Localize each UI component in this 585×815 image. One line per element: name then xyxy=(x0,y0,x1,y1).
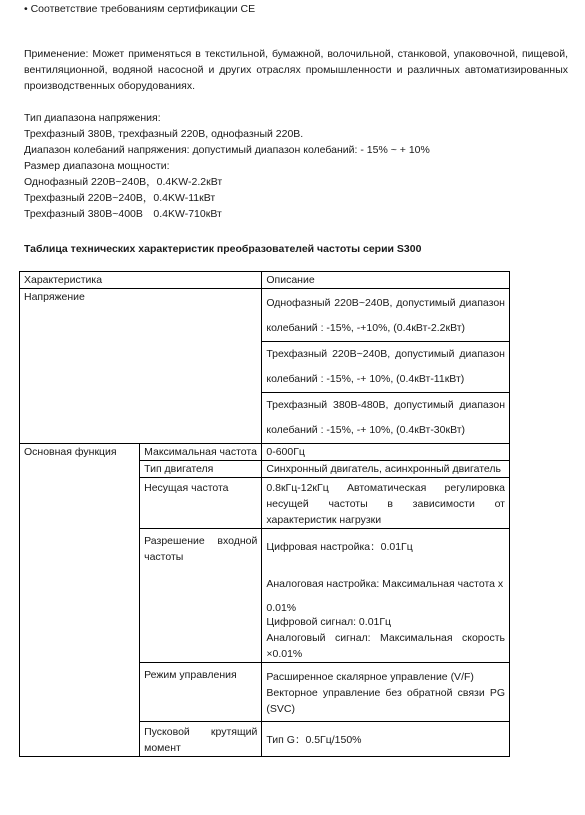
value-max-frequency: 0-600Гц xyxy=(262,444,510,461)
voltage-fluctuation: Диапазон колебаний напряжения: допустимый диапазон колебаний: - 15% ~ + 10% xyxy=(24,144,430,156)
table-row xyxy=(20,289,510,342)
value-motor-type: Синхронный двигатель, асинхронный двигатель xyxy=(262,461,510,478)
value-control-mode xyxy=(262,663,510,722)
resolution-analog-setting: Аналоговая настройка: Максимальная частота х 0.01% xyxy=(266,578,504,614)
voltage-single-phase-220: Однофазный 220В~240В, допустимый диапазон колебаний : -15%, -+10%, (0.4кВт-2.2кВт) xyxy=(262,289,510,342)
value-carrier-frequency: 0.8кГц-12кГц Автоматическая регулировка несущей частоты в зависимости от характеристик нагрузки xyxy=(262,478,510,529)
power-range-title: Размер диапазона мощности: xyxy=(24,160,170,172)
power-line-3: Трехфазный 380В~400В 0.4KW-710кВт xyxy=(24,208,222,220)
param-starting-torque: Пусковой крутящий момент xyxy=(140,722,262,757)
header-characteristic: Характеристика xyxy=(20,272,262,289)
resolution-digital-setting: Цифровая настройка：0.01Гц xyxy=(266,541,413,553)
control-mode-vf: Расширенное скалярное управление (V/F) xyxy=(266,671,474,683)
voltage-types: Трехфазный 380В, трехфазный 220В, однофазный 220В. xyxy=(24,128,304,140)
param-input-frequency-resolution: Разрешение входной частоты xyxy=(140,529,262,663)
application-paragraph: Применение: Может применяться в текстильной, бумажной, волочильной, станковой, упаковочной, пищевой, вентиляционной, водяной насосной и других отраслях промышленности и различных автоматизированных производственных оборудованиях. xyxy=(24,48,568,92)
param-max-frequency: Максимальная частота xyxy=(140,444,262,461)
table-header-row xyxy=(20,272,510,289)
param-control-mode: Режим управления xyxy=(140,663,262,722)
voltage-three-phase-220: Трехфазный 220В~240В, допустимый диапазон колебаний : -15%, -+ 10%, (0.4кВт-11кВт) xyxy=(262,342,510,393)
voltage-type-title: Тип диапазона напряжения: xyxy=(24,112,161,124)
resolution-digital-signal: Цифровой сигнал: 0.01Гц xyxy=(266,616,392,628)
param-carrier-frequency: Несущая частота xyxy=(140,478,262,529)
power-line-2: Трехфазный 220В~240В，0.4KW-11кВт xyxy=(24,192,216,204)
header-description: Описание xyxy=(262,272,510,289)
spec-table xyxy=(19,271,510,757)
value-starting-torque: Тип G：0.5Гц/150% xyxy=(262,722,510,757)
voltage-three-phase-380: Трехфазный 380В-480В, допустимый диапазон колебаний : -15%, -+ 10%, (0.4кВт-30кВт) xyxy=(262,393,510,444)
param-motor-type: Тип двигателя xyxy=(140,461,262,478)
power-line-1: Однофазный 220В~240В，0.4KW-2.2кВт xyxy=(24,176,223,188)
main-function-label: Основная функция xyxy=(20,444,140,757)
table-title: Таблица технических характеристик преобразователей частоты серии S300 xyxy=(24,243,422,255)
control-mode-svc: Векторное управление без обратной связи PG (SVC) xyxy=(266,687,505,715)
ce-certification-bullet: • Соответствие требованиям сертификации CE xyxy=(24,3,256,15)
resolution-analog-signal: Аналоговый сигнал: Максимальная скорость ×0.01% xyxy=(266,632,505,660)
voltage-label: Напряжение xyxy=(20,289,262,444)
value-input-frequency-resolution xyxy=(262,529,510,663)
table-row xyxy=(20,444,510,461)
